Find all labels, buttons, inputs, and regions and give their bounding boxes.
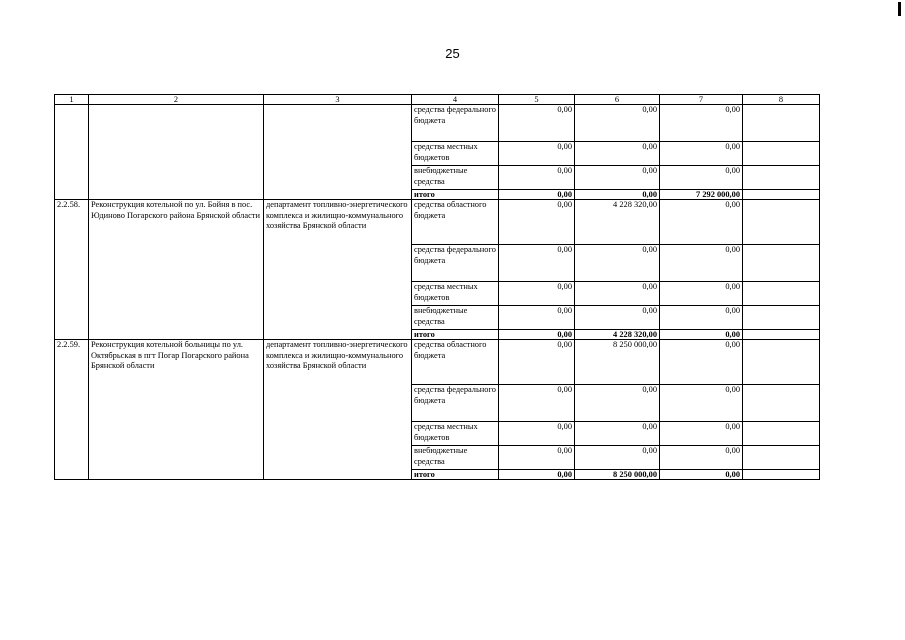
funding-source: средства местных бюджетов <box>412 142 499 166</box>
item-executor-cell: департамент топливно-энергетического комплекса и жилищно-коммунального хозяйства Брянской области <box>264 200 412 340</box>
value-col6: 0,00 <box>575 446 660 470</box>
value-col5: 0,00 <box>499 330 575 340</box>
value-col5: 0,00 <box>499 200 575 245</box>
value-col7: 0,00 <box>660 306 743 330</box>
value-col8 <box>743 385 820 422</box>
value-col6: 0,00 <box>575 105 660 142</box>
value-col5: 0,00 <box>499 282 575 306</box>
budget-table <box>54 94 820 480</box>
item-number-cell <box>55 105 89 200</box>
column-header-2: 2 <box>89 95 264 105</box>
value-col5: 0,00 <box>499 446 575 470</box>
value-col7: 0,00 <box>660 422 743 446</box>
value-col7: 0,00 <box>660 330 743 340</box>
value-col6: 0,00 <box>575 190 660 200</box>
funding-source: итого <box>412 330 499 340</box>
value-col8 <box>743 340 820 385</box>
column-header-1: 1 <box>55 95 89 105</box>
value-col6: 0,00 <box>575 166 660 190</box>
value-col6: 0,00 <box>575 142 660 166</box>
value-col7: 0,00 <box>660 470 743 480</box>
table-row <box>55 340 820 385</box>
funding-source: средства областного бюджета <box>412 200 499 245</box>
value-col5: 0,00 <box>499 166 575 190</box>
funding-source: итого <box>412 190 499 200</box>
value-col8 <box>743 330 820 340</box>
value-col5: 0,00 <box>499 340 575 385</box>
value-col7: 0,00 <box>660 142 743 166</box>
funding-source: средства федерального бюджета <box>412 245 499 282</box>
column-header-4: 4 <box>412 95 499 105</box>
value-col6: 8 250 000,00 <box>575 340 660 385</box>
funding-source: средства областного бюджета <box>412 340 499 385</box>
value-col6: 0,00 <box>575 385 660 422</box>
value-col8 <box>743 446 820 470</box>
value-col5: 0,00 <box>499 470 575 480</box>
value-col7: 0,00 <box>660 105 743 142</box>
item-number-cell: 2.2.59. <box>55 340 89 480</box>
value-col8 <box>743 105 820 142</box>
value-col8 <box>743 470 820 480</box>
value-col8 <box>743 422 820 446</box>
value-col6: 4 228 320,00 <box>575 330 660 340</box>
item-name-cell <box>89 105 264 200</box>
table-row <box>55 105 820 142</box>
value-col8 <box>743 282 820 306</box>
value-col6: 0,00 <box>575 245 660 282</box>
funding-source: внебюджетные средства <box>412 306 499 330</box>
value-col5: 0,00 <box>499 190 575 200</box>
value-col5: 0,00 <box>499 245 575 282</box>
value-col5: 0,00 <box>499 306 575 330</box>
value-col6: 0,00 <box>575 282 660 306</box>
item-executor-cell <box>264 105 412 200</box>
column-header-8: 8 <box>743 95 820 105</box>
header-row <box>55 95 820 105</box>
value-col8 <box>743 306 820 330</box>
value-col7: 0,00 <box>660 340 743 385</box>
funding-source: средства местных бюджетов <box>412 422 499 446</box>
column-header-6: 6 <box>575 95 660 105</box>
page-number: 25 <box>445 46 460 61</box>
item-number-cell: 2.2.58. <box>55 200 89 340</box>
value-col6: 4 228 320,00 <box>575 200 660 245</box>
column-header-5: 5 <box>499 95 575 105</box>
funding-source: внебюджетные средства <box>412 446 499 470</box>
funding-source: итого <box>412 470 499 480</box>
item-name-cell: Реконструкция котельной по ул. Бойня в пос. Юдиново Погарского района Брянской области <box>89 200 264 340</box>
funding-source: средства федерального бюджета <box>412 105 499 142</box>
value-col7: 0,00 <box>660 245 743 282</box>
column-header-7: 7 <box>660 95 743 105</box>
value-col6: 8 250 000,00 <box>575 470 660 480</box>
item-name-cell: Реконструкция котельной больницы по ул. Октябрьская в пгт Погар Погарского района Брянской области <box>89 340 264 480</box>
funding-source: средства местных бюджетов <box>412 282 499 306</box>
value-col5: 0,00 <box>499 422 575 446</box>
value-col7: 0,00 <box>660 166 743 190</box>
value-col8 <box>743 200 820 245</box>
value-col5: 0,00 <box>499 385 575 422</box>
value-col7: 0,00 <box>660 446 743 470</box>
item-executor-cell: департамент топливно-энергетического комплекса и жилищно-коммунального хозяйства Брянской области <box>264 340 412 480</box>
value-col7: 0,00 <box>660 200 743 245</box>
column-header-3: 3 <box>264 95 412 105</box>
value-col6: 0,00 <box>575 306 660 330</box>
value-col7: 7 292 000,00 <box>660 190 743 200</box>
value-col7: 0,00 <box>660 385 743 422</box>
value-col8 <box>743 142 820 166</box>
funding-source: внебюджетные средства <box>412 166 499 190</box>
value-col7: 0,00 <box>660 282 743 306</box>
value-col8 <box>743 245 820 282</box>
value-col8 <box>743 166 820 190</box>
table-row <box>55 200 820 245</box>
value-col8 <box>743 190 820 200</box>
value-col5: 0,00 <box>499 105 575 142</box>
value-col5: 0,00 <box>499 142 575 166</box>
funding-source: средства федерального бюджета <box>412 385 499 422</box>
value-col6: 0,00 <box>575 422 660 446</box>
page-edge-mark <box>898 2 901 16</box>
